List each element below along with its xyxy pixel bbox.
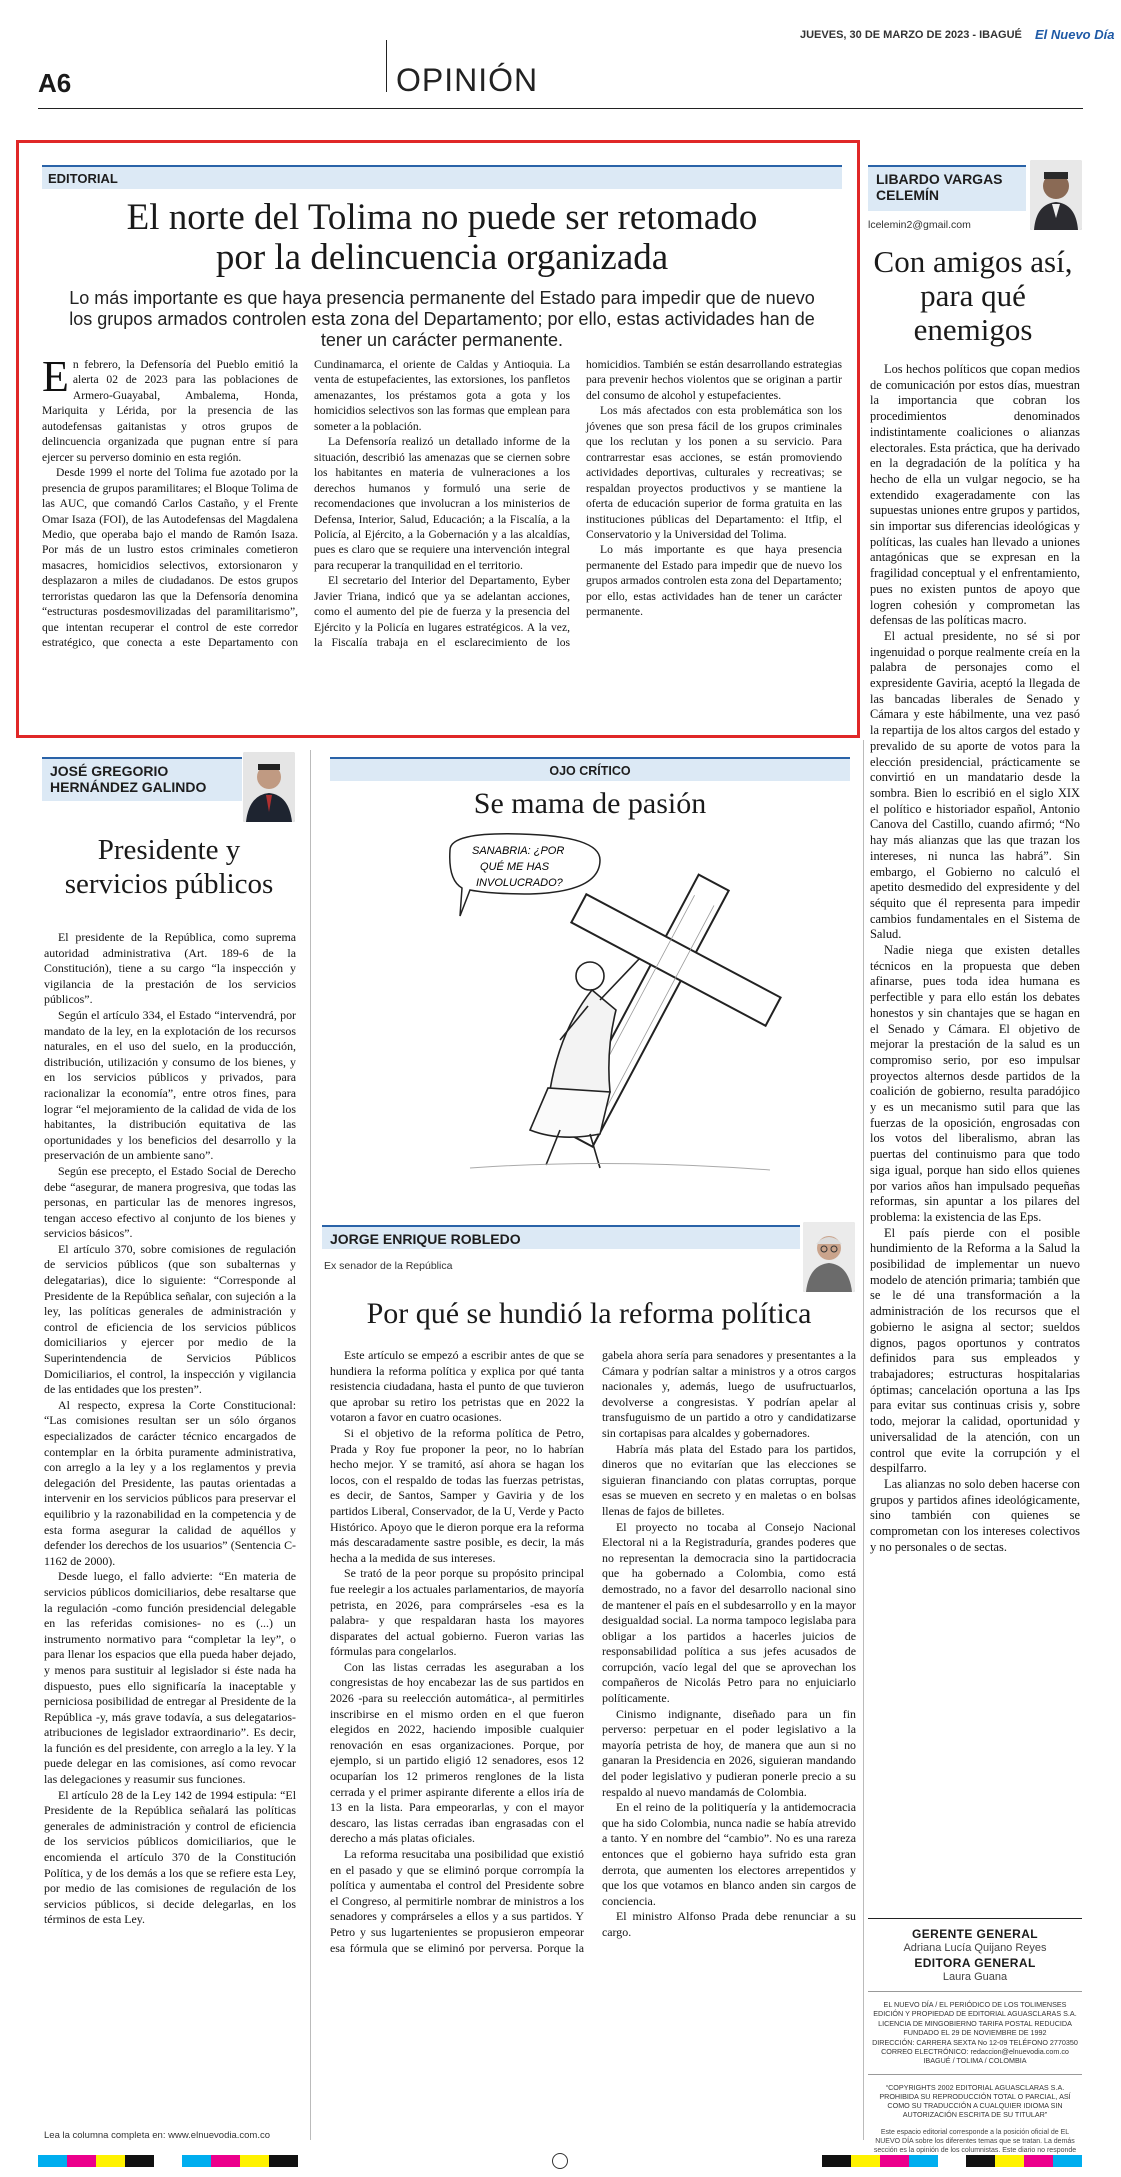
publisher-line: IBAGUÉ / TOLIMA / COLOMBIA [923,2056,1027,2066]
color-bar-left [38,2155,298,2167]
editorial-title-line1: El norte del Tolima no puede ser retomado [126,197,758,238]
column-paragraph: Este artículo se empezó a escribir antes de que se hundiera la reforma política y explica por qué tanta resistencia ciudadana, hasta el punto de que tuvieron que aprobar su retiro los petristas que en 2022 la votaron a favor en cuatro ocasiones. [330,1348,584,1425]
author-photo-vargas [1030,160,1082,230]
column-paragraph: Si el objetivo de la reforma política de Petro, Prada y Roy fue proponer la peor, no lo habrían hecho mejor. Y se tramitó, así ahora se hagan los locos, con el respaldo de todas las fuerzas petristas, es decir, de Santos, Samper y Gaviria y de los partidos Liberal, Conservador, de la U, Verde y Pacto Histórico. Apoyo que le dieron porque era la reforma más descaradamente sastre posible, es decir, la más hecha a la medida de sus intereses. [330,1425,584,1565]
column-divider [310,750,311,2140]
column-paragraph: Habría más plata del Estado para los partidos, dineros que no evitarían que las elecciones se siguieran financiando con platas corruptas, porque esas se mueven en secreto y en maletas o en bolsas llenas de fajos de billetes. [602,1441,856,1518]
speech-line-2: QUÉ ME HAS [480,861,550,873]
editorial-paragraph: La Defensoría realizó un detallado informe de la situación, describió las amenazas que se ciernen sobre los habitantes en materia de vulneraciones a los derechos humanos y formuló una serie de recomendaciones que involucran a los ministerios de Defensa, Interior, Salud, Educación; a la Fiscalía, a la Policía, al Ejército, a la Gobernación y a las alcaldías, pues es claro que se requiere una intervención integral para recuperar la tranquilidad en el territorio. [314,435,570,572]
section-title: OPINIÓN [396,62,539,98]
column-paragraph: Según ese precepto, el Estado Social de Derecho debe “asegurar, de manera progresiva, que todas las personas, en particular las de menores ingresos, tengan acceso efectivo al conjunto de los bienes y servicios básicos”. [44,1163,296,1241]
publisher-line: FUNDADO EL 29 DE NOVIEMBRE DE 1992 [903,2028,1047,2038]
author-name-line1: JOSÉ GREGORIO [50,763,169,779]
speech-line-3: INVOLUCRADO? [476,877,563,889]
editorial-disclaimer: Este espacio editorial corresponde a la posición oficial de EL NUEVO DÍA sobre los diferentes temas que se tratan. La demás sección es la opinión de los columnistas. Este diario no responde [873,2128,1077,2154]
publisher-line: LICENCIA DE MINGOBIERNO TARIFA POSTAL REDUCIDA [878,2018,1072,2028]
editorial-title [42,198,842,278]
registration-mark-icon [552,2153,568,2169]
column-paragraph: Se trató de la peor porque su propósito principal fue reelegir a los actuales parlamentarios, de mayoría petrista, en 2026, para comprárseles -esa es la palabra- y que respaldaran hasta los mayores disparates del actual gobierno. Fueron varias las fórmulas para congelarlos. [330,1566,584,1659]
column-paragraph: Cinismo indignante, diseñado para un fin perverso: perpetuar en el poder legislativo a la mayoría petrista de hoy, de manera que aun si no ganaran la Presidencia en 2026, siguieran mandando del poder legislativo y pudieran ponerle precio a su respaldo al nuevo mandamás de Colombia. [602,1706,856,1799]
column-paragraph: El artículo 370, sobre comisiones de regulación de servicios públicos (que son subalternas y delegatarias), dice lo siguiente: “Corresponde al Presidente de la República señalar, con sujeción a la ley, las políticas generales de administración y control de eficiencia de los servicios públicos domiciliarios y ejercer por medio de la Superintendencia de Servicios Públicos Domiciliarios, el control, la inspección y vigilancia de las entidades que los presten”. [44,1241,296,1397]
editorial-label: EDITORIAL [42,165,842,189]
speech-line-1: SANABRIA: ¿POR [472,845,565,857]
column-paragraph: Según el artículo 334, el Estado “intervendrá, por mandato de la ley, en la explotación de los recursos naturales, en el uso del suelo, en la producción, distribución, utilización y consumo de los bienes, y en los servicios públicos y privados, para racionalizar la economía”, entre otros fines, para lograr “el mejoramiento de la calidad de vida de los habitantes, la distribución equitativa de las oportunidades y los beneficios del desarrollo y la preservación de un ambiente sano”. [44,1007,296,1163]
dateline: JUEVES, 30 DE MARZO DE 2023 - IBAGUÉ [800,29,1022,41]
column-title-hernandez [42,833,296,901]
masthead-name-1: Adriana Lucía Quijano Reyes [903,1942,1047,1954]
editorial-paragraph: Lo más importante es que haya presencia permanente del Estado para impedir que de nuevo los grupos armados controlen esta zona del Departamento; por ello, estas actividades han de tener un carácter permanente. [586,543,842,619]
masthead [868,1927,1082,2164]
author-photo-hernandez [243,752,295,822]
author-photo-robledo [803,1222,855,1292]
column-paragraph: En el reino de la politiquería y la antidemocracia que ha sido Colombia, nunca nadie se había atrevido a tanto. Y en nombre del “cambio”. No es una rareza entonces que el gobierno haya sufrido esta gran derrota, que aumenten los electores arrepentidos y que los que votamos en blanco anden sin cargos de conciencia. [602,1800,856,1908]
column-body-vargas [870,362,1080,1555]
column-paragraph: El artículo 28 de la Ley 142 de 1994 estipula: “El Presidente de la República señalará las políticas generales de administración y control de eficiencia de los servicios públicos domiciliarios, que le encomienda el artículo 370 de la Constitución Política, y de los demás a los que se refiere esta Ley, por medio de las comisiones de regulación de los servicios públicos, si decide delegarlas, en los términos de esta Ley. [44,1787,296,1927]
editorial-paragraph: El secretario del Interior del Departamento, Eyber Javier Triana, indicó que ya se adelantan acciones, como el aumento del pie de fuerza y la presencia del Ejército y la Policía en lugares estratégicos. A la vez, la Fiscalía trabaja en el esclarecimiento de los homicidios. También se están desarrollando estrategias para prevenir hechos violentos que se originan a partir del consumo de alcohol y estupefacientes. [314,358,842,650]
column-title-robledo: Por qué se hundió la reforma política [366,1297,812,1330]
publisher-line: EDICIÓN Y PROPIEDAD DE EDITORIAL AGUASCLARAS S.A. [873,2009,1077,2019]
column-paragraph: Al respecto, expresa la Corte Constitucional: “Las comisiones resultan ser un sólo órganos especializados de carácter técnico encargados de contemplar en la órbita puramente administrativa, con arreglo a la ley y a los reglamentos y previa delegación del Presidente, las pautas orientadas a intervenir en los servicios públicos para preservar el equilibrio y la razonabilidad en la competencia y de esta forma asegurar la calidad de aquéllos y defender los derechos de los usuarios” (Sentencia C-1162 de 2000). [44,1397,296,1568]
editorial-deck: Lo más importante es que haya presencia permanente del Estado para impedir que de nuevo los grupos armados controlen esta zona del Departamento; por ello, estas actividades han de tener un carácter permanente. [69,288,815,350]
header-divider [386,40,387,92]
publisher-line: DIRECCIÓN: CARRERA SEXTA No 12-09 TELÉFONO 2770350 [872,2037,1078,2047]
column-paragraph: El actual presidente, no sé si por ingenuidad o porque realmente creía en la palabra de personajes como el expresidente Gaviria, aceptó la llegada de las bancadas liberales de Senado y Cámara y este hábilmente, una vez pasó la repartija de los altos cargos del estado y prevalido de su aporte de votos para la elección presidencial, prácticamente se convirtió en un mandatario desde la sombra. Bien lo escribió en el siglo XIX el político e historiador español, Antonio Canova del Castillo, cuando afirmó; “No hay más alianzas que las que trazan los intereses, ni nunca las habrá”. Sin embargo, el Gobierno no calculó el apetito desmedido del expresidente y del séquito que él representa para impedir cambios fundamentales en el Sistema de Salud. [870,628,1080,942]
footnote-link[interactable]: Lea la columna completa en: www.elnuevodia.com.co [44,2130,271,2141]
column-paragraph: El país pierde con el posible hundimiento de la Reforma a la Salud la posibilidad de implementar un nuevo modelo de atención primaria; también que se le dé una transformación a la administración de los recursos que el gobierno le asigna al sector; sueldos dignos, pagos oportunos y contratos definidos para sus empleados y trabajadores; estructuras hospitalarias óptimas; cancelación oportuna a las Ips para evitar sus continuas crisis y, sobre todo, mejorar la calidad, oportunidad y universalidad de la atención, con un control que evite la corrupción y el despilfarro. [870,1225,1080,1476]
column-paragraph: La reforma resucitaba una posibilidad que existió en el pasado y que se eliminó porque corrompía la política y aumentaba el control del Presidente sobre el Congreso, al permitirle nombrar de ministros a los senadores y comprárseles a ellos y a sus partidos. Y Petro y sus lugartenientes se propusieron empeorar esa fórmula que se eliminó por perversa. Porque la gabela ahora sería para senadores y presentantes a la Cámara y podrían saltar a ministros y a otros cargos nacionales y, además, luego de usufructuarlos, devolverse a congresistas. Y podrían apelar al transfuguismo de un partido a otro y candidatizarse sin cortapisas para alcaldes y gobernadores. [330,1348,856,1955]
publisher-info [868,2000,1082,2066]
cartoon-label: OJO CRÍTICO [330,757,850,781]
copyright-notice: “COPYRIGHTS 2002 EDITORIAL AGUASCLARAS S.A. PROHIBIDA SU REPRODUCCIÓN TOTAL O PARCIAL, ASÍ COMO SU TRADUCCIÓN A CUALQUIER IDIOMA SIN AUTORIZACIÓN ESCRITA DE SU TITULAR” [879,2082,1071,2120]
author-email-vargas: lcelemin2@gmail.com [868,219,971,231]
page-number: A6 [38,68,72,98]
column-title-vargas: Con amigos así, para qué enemigos [873,244,1073,347]
column-paragraph: Las alianzas no solo deben hacerse con grupos y partidos afines ideológicamente, sino también con quienes se comprometan con los intereses colectivos y no personales o de sectas. [870,1476,1080,1554]
cartoon-title: Se mama de pasión [473,787,707,820]
masthead-name-2: Laura Guana [942,1971,1008,1983]
newspaper-logo: El Nuevo Día [1035,27,1115,42]
column-title-line2: servicios públicos [64,868,274,900]
column-divider [863,740,864,2140]
column-paragraph: Los hechos políticos que copan medios de comunicación por estos días, muestran la importancia que cobran los procedimientos denominados indistintamente coaliciones o alianzas electorales. Esta práctica, que ha derivado en la degradación de la política y ha hecho de ella un vulgar negocio, se ha extendido exageradamente con las supuestas uniones entre grupos y partidos, sin importar sus diferencias ideológicas y políticas, las cuales han llevado a uniones antagónicas que se expresan en la fragilidad conceptual y el enfrentamiento, pues no existen puntos de apoyo que logren cohesión y comprometan las defensas de las políticas macro. [870,362,1080,628]
masthead-role-2: EDITORA GENERAL [914,1956,1036,1970]
publisher-line: CORREO ELECTRÓNICO: redaccion@elnuevodia.com.co [881,2047,1069,2057]
editorial-paragraph: Desde 1999 el norte del Tolima fue azotado por la presencia de grupos paramilitares; el Bloque Tolima de las AUC, que comandó Carlos Castaño, y el Frente Omar Isaza (FOI), de las Autodefensas del Magdalena Medio, que operaba bajo el mando de Ramón Isaza. Por más de un lustro estos criminales cometieron masacres, homicidios selectivos, extorsionaron y desplazaron a miles de ciudadanos. De estos grupos terroristas quedaron las que la Defensoría denomina “estructuras posdesmovilizadas del paramilitarismo”, que intentan recuperar el control de este corredor estratégico, que conecta a este Departamento con Cundinamarca, el oriente de Caldas y Antioquia. La venta de estupefacientes, las extorsiones, los panfletos amenazantes, los préstamos gota a gota y los homicidios selectivos son las formas que emplean para someter a la población. [42,358,570,650]
column-title-line1: Presidente y [97,834,241,866]
editorial-body [42,352,842,727]
column-paragraph: Desde luego, el fallo advierte: “En materia de servicios públicos domiciliarios, debe resaltarse que la regulación -como función presidencial delegable en las referidas comisiones- no es (...) un instrumento normativo para “completar la ley”, o para llenar los espacios que ella pueda haber dejado, y menos para sustituir al legislador si éste nada ha dispuesto, pues ello significaría la inaceptable y perniciosa posibilidad de entregar al Presidente de la República -y, más grave todavía, a sus delegatarios- atribuciones de legislador extraordinario”. Es decir, la función es del presidente, con arreglo a la ley. Y la puede delegar en las comisiones, así como revocar las delegaciones y reasumir sus funciones. [44,1569,296,1787]
column-paragraph: El ministro Alfonso Prada debe renunciar a su cargo. [602,1909,856,1939]
column-paragraph: Con las listas cerradas les aseguraban a los congresistas de hoy encabezar las de sus partidos en 2026 -para su reelección automática-, al permitirles inscribirse en el mismo orden en el que fueron elegidos en 2022, haciendo imposible cualquier renovación en esas organizaciones. Porque, por ejemplo, si un partido eligió 12 senadores, esos 12 ocuparían los 12 primeros renglones de la lista cerrada y el primer aspirante diferente a ellos iría de 13 en la lista. Para empeorarlas, y con el mayor descaro, las listas cerradas iban engrasadas con el derecho a más platas oficiales. [330,1659,584,1846]
publisher-line: EL NUEVO DÍA / EL PERIÓDICO DE LOS TOLIMENSES [883,2000,1067,2009]
header-rule [38,108,1083,109]
masthead-role-1: GERENTE GENERAL [911,1927,1038,1941]
author-label-vargas: LIBARDO VARGAS CELEMÍN [868,165,1026,211]
column-paragraph: El proyecto no tocaba al Consejo Nacional Electoral ni a la Registraduría, grandes poderes que no representan la democracia sino la partidocracia que ha gobernado a Colombia, como está demostrado, no a favor del desarrollo nacional sino de mantener el país en el subdesarrollo y en la mayor desigualdad social. La norma tampoco legislaba para obligar a los partidos a hacerles juicios de responsabilidad política a sus jefes acusados de corrupción, vacío legal del que se aprovechan los compañeros de Nicolás Petro para no enjuiciarlo políticamente. [602,1519,856,1706]
column-body-robledo [330,1348,856,2138]
cartoon-drawing [410,830,790,1175]
column-body-hernandez [44,930,296,1928]
color-bar-right [822,2155,1082,2167]
author-label-robledo: JORGE ENRIQUE ROBLEDO [322,1225,800,1249]
column-paragraph: Nadie niega que existen detalles técnicos en la propuesta que deben afinarse, pues toda idea humana es perfectible y para ello están los debates honestos y sin chantajes que se hagan en el Senado y Cámara. El objetivo de mejorar la prestación de la salud es un compromiso serio, por eso impulsar proyectos alternos desde partidos de la coalición de gobierno, resulta paradójico y es un mecanismo sutil para que las fuerzas de la oposición, engrosadas con los votos del liberalismo, abran las puertas del continuismo para que todo siga igual, porque han sido ellos quienes por varios años han impulsado pequeñas reformas, sin apuntar a los pilares del problema: la existencia de las Eps. [870,943,1080,1224]
editorial-title-line2: por la delincuencia organizada [215,237,669,278]
masthead-rule [868,1918,1082,1919]
author-name-line2: HERNÁNDEZ GALINDO [50,779,207,795]
author-label-hernandez [42,757,242,801]
author-role-robledo: Ex senador de la República [324,1260,453,1272]
editorial-paragraph: Los más afectados con esta problemática son los jóvenes que son presa fácil de los grupos criminales que los reclutan y los ponen a su servicio. Para contrarrestar esas acciones, se están promoviendo actividades deportivas, culturales y recreativas; se respaldan proyectos productivos y se mantiene la oferta de educación superior de forma gratuita en las instituciones públicas del Departamento: el Itfip, el Conservatorio y la Universidad del Tolima. [586,404,842,541]
column-paragraph: El presidente de la República, como suprema autoridad administrativa (Art. 189-6 de la Constitución), tiene a su cargo “la inspección y vigilancia de la prestación de los servicios públicos”. [44,930,296,1007]
editorial-paragraph: En febrero, la Defensoría del Pueblo emitió la alerta 02 de 2023 para las poblaciones de Armero-Guayabal, Ambalema, Honda, Mariquita y Lérida, por la presencia de las autodefensas gaitanistas y otros grupos de delincuencia organizada que pugnan entre sí para ejercer su perverso dominio en esta región. [42,352,298,464]
